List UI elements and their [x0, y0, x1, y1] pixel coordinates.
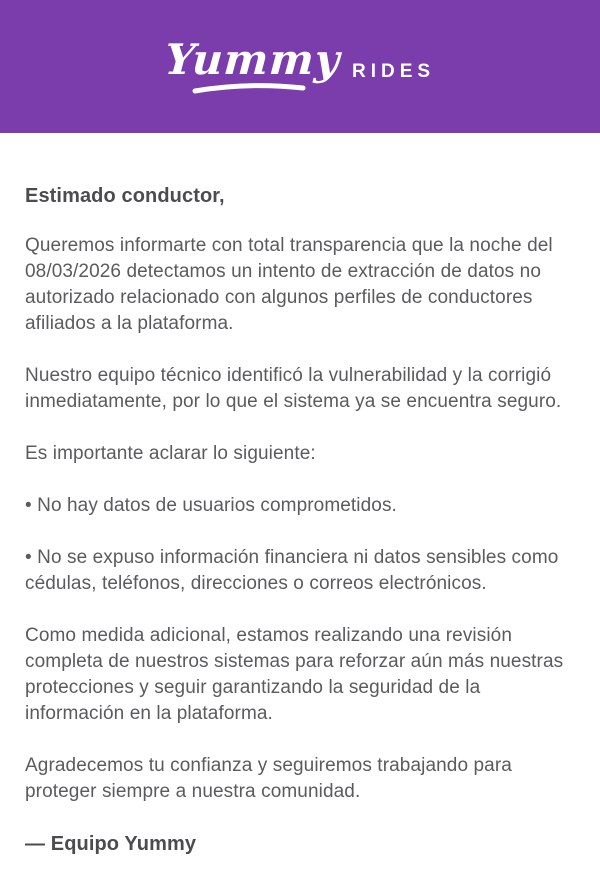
email-body	[0, 133, 600, 857]
paragraph-additional-measures: Como medida adicional, estamos realizando una revisión completa de nuestros sistemas para reforzar aún más nuestras protecciones y seguir garantizando la seguridad de la información en la plataforma.	[25, 625, 564, 724]
paragraph-incident: Queremos informarte con total transparencia que la noche del 08/03/2026 detectamos un intento de extracción de datos no autorizado relacionado con algunos perfiles de conductores afiliados a la plataforma.	[25, 235, 553, 334]
paragraph-clarification-intro: Es importante aclarar lo siguiente:	[25, 443, 316, 464]
bullet-no-user-data: • No hay datos de usuarios comprometidos.	[25, 495, 397, 516]
paragraph-fix: Nuestro equipo técnico identificó la vulnerabilidad y la corrigió inmediatamente, por lo que el sistema ya se encuentra seguro.	[25, 365, 562, 412]
logo-underline-swash-icon	[190, 83, 308, 95]
logo-script-wrap	[163, 34, 342, 95]
logo-rides-text: RIDES	[352, 60, 436, 82]
greeting-text: Estimado conductor,	[25, 185, 225, 207]
signature-text: — Equipo Yummy	[25, 833, 197, 855]
logo-script-text: Yummy	[163, 34, 342, 84]
brand-header	[0, 0, 600, 133]
yummy-rides-logo	[163, 34, 436, 95]
paragraph-thanks: Agradecemos tu confianza y seguiremos trabajando para proteger siempre a nuestra comunidad.	[25, 755, 512, 802]
bullet-no-financial-data: • No se expuso información financiera ni datos sensibles como cédulas, teléfonos, direcciones o correos electrónicos.	[25, 547, 559, 594]
